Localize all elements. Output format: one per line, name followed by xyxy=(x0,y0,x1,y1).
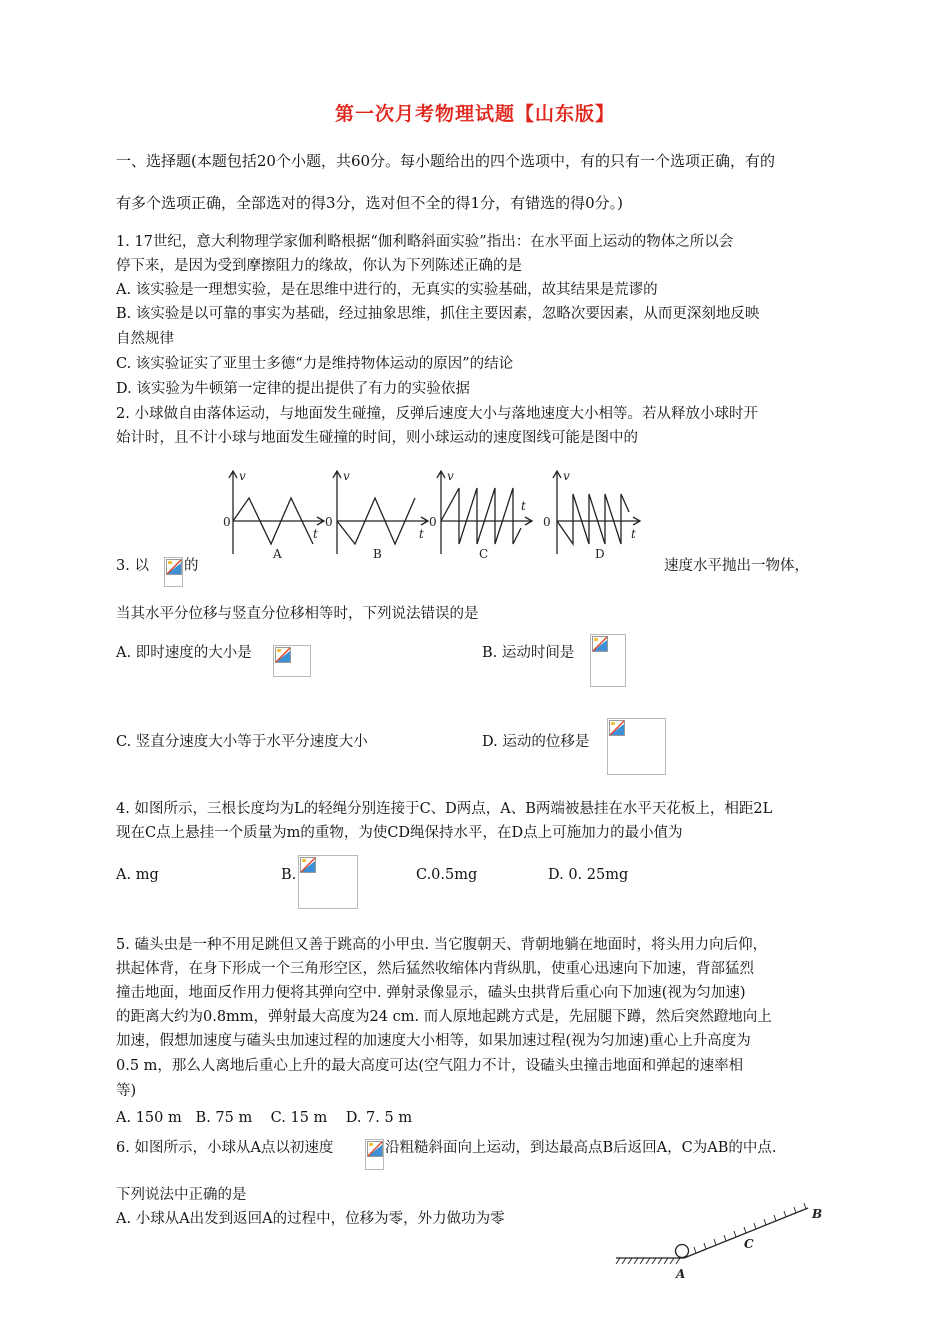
point-a-label: A xyxy=(676,1267,686,1281)
q1-stem-line1: 1. 17世纪，意大利物理学家伽利略根据“伽利略斜面实验”指出：在水平面上运动的物体之所以会 xyxy=(116,234,734,250)
q5-options: A. 150 m B. 75 m C. 15 m D. 7. 5 m xyxy=(116,1110,413,1126)
q5-line4: 的距离大约为0.8mm，弹射最大高度为24 cm. 而人原地起跳方式是，先屈腿下蹲，然后突然蹬地向上 xyxy=(116,1009,772,1025)
q6-option-a: A. 小球从A出发到返回A的过程中，位移为零，外力做功为零 xyxy=(116,1211,505,1227)
point-b-label: B xyxy=(812,1207,823,1221)
q1-option-a: A. 该实验是一理想实验，是在思维中进行的，无真实的实验基础，故其结果是荒谬的 xyxy=(116,282,658,298)
q1-option-b-line2: 自然规律 xyxy=(116,331,174,347)
broken-image-icon xyxy=(273,645,311,677)
section-instructions-line1: 一、选择题(本题包括20个小题，共60分。每小题给出的四个选项中，有的只有一个选项正确，有的 xyxy=(116,152,776,170)
graph-d-v-label: v xyxy=(563,469,570,483)
section-instructions-line2: 有多个选项正确，全部选对的得3分，选对但不全的得1分，有错选的得0分。) xyxy=(116,194,623,212)
q1-stem-line2: 停下来，是因为受到摩擦阻力的缘故，你认为下列陈述正确的是 xyxy=(116,258,522,274)
graph-b-origin: 0 xyxy=(325,515,333,529)
graph-d xyxy=(543,469,640,561)
graph-c-origin: 0 xyxy=(429,515,437,529)
q5-line5: 加速，假想加速度与磕头虫加速过程的加速度大小相等，如果加速过程(视为匀加速)重心上升高度为 xyxy=(116,1033,751,1049)
graph-a-origin: 0 xyxy=(223,515,231,529)
q3-stem-end: 速度水平抛出一物体， xyxy=(664,558,809,574)
graph-c-t-label: t xyxy=(521,499,526,513)
q3-stem-start: 3. 以 xyxy=(116,558,149,574)
q3-stem-mid: 的 xyxy=(184,558,199,574)
q1-option-d: D. 该实验为牛顿第一定律的提出提供了有力的实验依据 xyxy=(116,381,470,397)
graph-c-label: C xyxy=(479,547,489,561)
q5-line7: 等) xyxy=(116,1083,137,1099)
q4-stem-line1: 4. 如图所示，三根长度均为L的轻绳分别连接于C、D两点，A、B两端被悬挂在水平天花板上，相距2L xyxy=(116,801,773,817)
q4-stem-line2: 现在C点上悬挂一个质量为m的重物，为使CD绳保持水平，在D点上可施加力的最小值为 xyxy=(116,825,683,841)
graph-d-label: D xyxy=(595,547,605,561)
broken-image-icon xyxy=(607,718,666,775)
q5-line6: 0.5 m，那么人离地后重心上升的最大高度可达(空气阻力不计，设磕头虫撞击地面和弹起的速率相 xyxy=(116,1058,744,1074)
q3-option-c: C. 竖直分速度大小等于水平分速度大小 xyxy=(116,734,368,750)
q6-stem-start: 6. 如图所示，小球从A点以初速度 xyxy=(116,1140,334,1156)
graph-a-label: A xyxy=(273,547,282,561)
q4-option-d: D. 0. 25mg xyxy=(548,867,629,883)
page-title: 第一次月考物理试题【山东版】 xyxy=(334,103,615,125)
graph-a-v-label: v xyxy=(239,469,246,483)
q4-option-b: B. xyxy=(281,867,297,883)
graph-c xyxy=(429,469,532,561)
graph-d-t-label: t xyxy=(631,527,636,541)
graph-b xyxy=(325,469,428,561)
q1-option-c: C. 该实验证实了亚里士多德“力是维持物体运动的原因”的结论 xyxy=(116,356,514,372)
incline-figure xyxy=(612,1200,838,1284)
q3-option-d: D. 运动的位移是 xyxy=(482,734,590,750)
q2-stem-line2: 始计时，且不计小球与地面发生碰撞的时间，则小球运动的速度图线可能是图中的 xyxy=(116,430,638,446)
graph-b-t-label: t xyxy=(419,527,424,541)
graph-b-label: B xyxy=(373,547,382,561)
broken-image-icon xyxy=(164,557,183,587)
graph-a xyxy=(223,469,324,561)
broken-image-icon xyxy=(298,855,358,909)
graph-c-v-label: v xyxy=(447,469,454,483)
q3-option-a: A. 即时速度的大小是 xyxy=(116,645,252,661)
point-c-label: C xyxy=(744,1237,754,1251)
q6-stem-line2: 下列说法中正确的是 xyxy=(116,1187,247,1203)
q3-stem-line2: 当其水平分位移与竖直分位移相等时，下列说法错误的是 xyxy=(116,606,479,622)
graph-d-origin: 0 xyxy=(543,515,551,529)
broken-image-icon xyxy=(365,1139,384,1170)
graph-b-v-label: v xyxy=(343,469,350,483)
q6-stem-end: 沿粗糙斜面向上运动，到达最高点B后返回A，C为AB的中点. xyxy=(385,1140,777,1156)
q1-option-b-line1: B. 该实验是以可靠的事实为基础，经过抽象思维，抓住主要因素，忽略次要因素，从而更深刻地反映 xyxy=(116,306,760,322)
q4-option-a: A. mg xyxy=(116,867,159,883)
q5-line2: 拱起体背，在身下形成一个三角形空区，然后猛然收缩体内背纵肌，使重心迅速向下加速，背部猛烈 xyxy=(116,961,754,977)
broken-image-icon xyxy=(590,634,626,687)
q5-line3: 撞击地面，地面反作用力便将其弹向空中. 弹射录像显示，磕头虫拱背后重心向下加速(视为匀加速) xyxy=(116,985,746,1001)
q3-option-b: B. 运动时间是 xyxy=(482,645,575,661)
graph-a-t-label: t xyxy=(313,527,318,541)
q4-option-c: C.0.5mg xyxy=(416,867,478,883)
q2-stem-line1: 2. 小球做自由落体运动，与地面发生碰撞，反弹后速度大小与落地速度大小相等。若从释放小球时开 xyxy=(116,406,758,422)
q5-line1: 5. 磕头虫是一种不用足跳但又善于跳高的小甲虫. 当它腹朝天、背朝地躺在地面时，将头用力向后仰， xyxy=(116,937,768,953)
velocity-graphs-figure xyxy=(215,466,645,562)
